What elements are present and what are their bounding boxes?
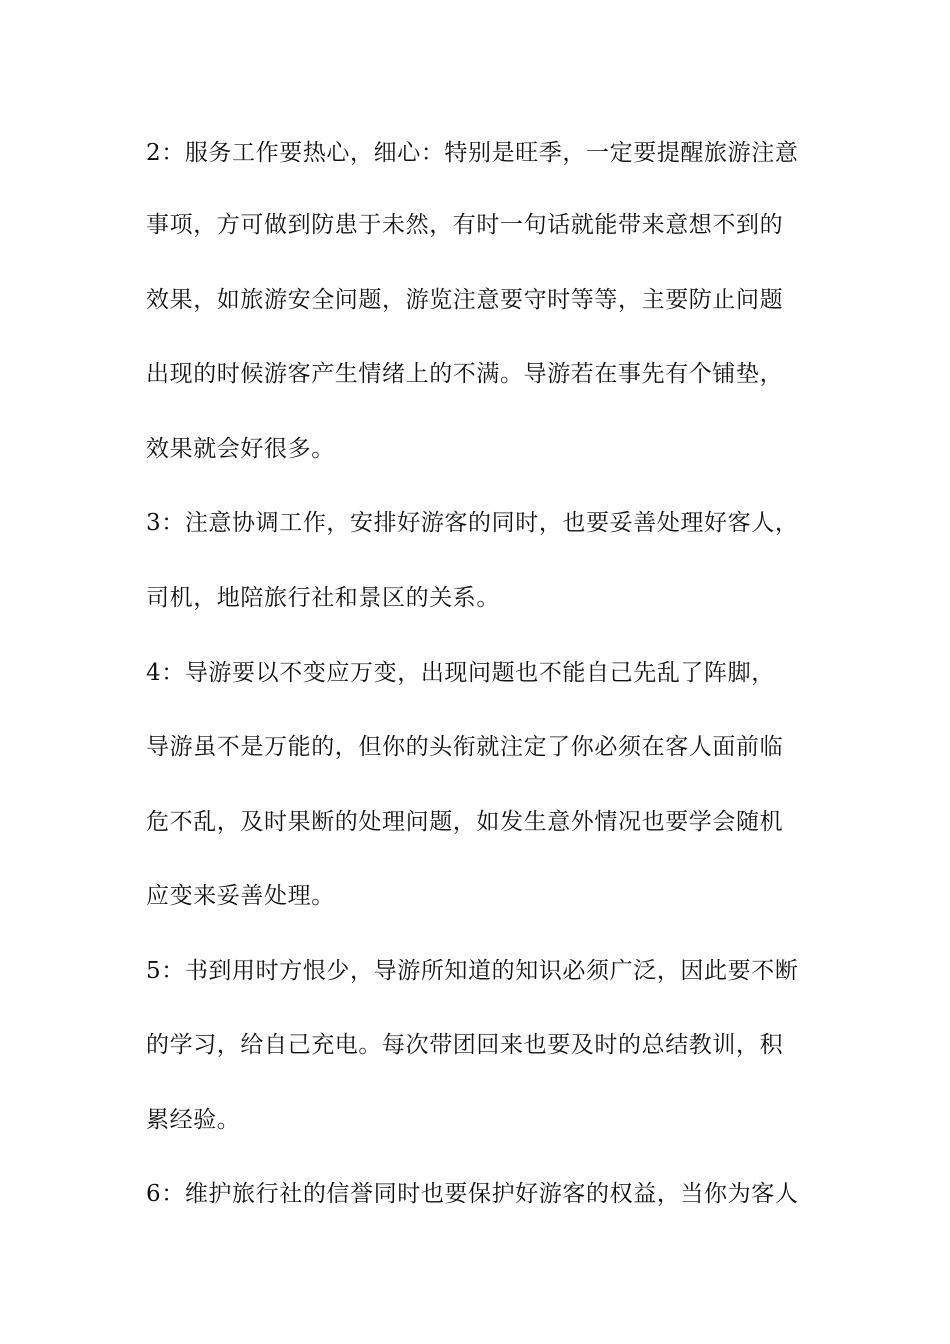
text-line-9: 导游虽不是万能的，但你的头衔就注定了你必须在客人面前临 [146, 734, 784, 760]
text-line-13: 的学习，给自己充电。每次带团回来也要及时的总结教训，积 [146, 1032, 784, 1058]
text-line-15: 6：维护旅行社的信誉同时也要保护好游客的权益，当你为客人 [146, 1181, 799, 1207]
text-line-12: 5：书到用时方恨少，导游所知道的知识必须广泛，因此要不断 [146, 958, 799, 984]
text-line-3: 效果，如旅游安全问题，游览注意要守时等等，主要防止问题 [146, 287, 784, 313]
text-line-4: 出现的时候游客产生情绪上的不满。导游若在事先有个铺垫， [146, 361, 784, 387]
text-line-8: 4：导游要以不变应万变，出现问题也不能自己先乱了阵脚， [146, 660, 775, 686]
text-line-2: 事项，方可做到防患于未然，有时一句话就能带来意想不到的 [146, 212, 784, 238]
text-line-10: 危不乱，及时果断的处理问题，如发生意外情况也要学会随机 [146, 809, 784, 835]
text-line-14: 累经验。 [146, 1107, 241, 1133]
text-line-7: 司机，地陪旅行社和景区的关系。 [146, 585, 500, 611]
text-line-5: 效果就会好很多。 [146, 436, 335, 462]
text-line-1: 2：服务工作要热心，细心：特别是旺季，一定要提醒旅游注意 [146, 140, 799, 166]
text-line-6: 3：注意协调工作，安排好游客的同时，也要妥善处理好客人， [146, 510, 799, 536]
text-line-11: 应变来妥善处理。 [146, 883, 335, 909]
